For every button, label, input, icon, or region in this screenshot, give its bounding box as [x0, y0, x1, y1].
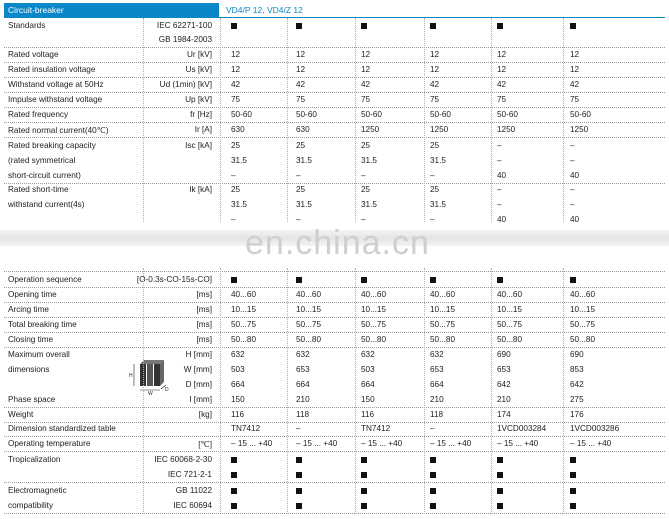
row-unit: fr [Hz]	[190, 110, 212, 119]
row-value: –	[296, 424, 301, 433]
row-value: 42	[361, 80, 371, 89]
tropical-mark	[570, 472, 576, 478]
row-value: 1250	[497, 125, 516, 134]
row-value: 12	[231, 50, 241, 59]
dimensions-label-1: Maximum overall	[8, 350, 70, 359]
row-value: – 15 ... +40	[361, 439, 403, 448]
tropical-mark	[570, 457, 576, 463]
emc-mark	[570, 503, 576, 509]
dimension-value: 664	[296, 380, 310, 389]
row-value: 1VCD003284	[497, 424, 547, 433]
row-value: 50...75	[430, 320, 456, 329]
label-column-divider	[143, 18, 144, 222]
row-value: 50-60	[570, 110, 591, 119]
row-unit: IEC 62271-100	[156, 21, 212, 30]
row-value-mark	[570, 277, 576, 283]
row-unit: [kg]	[198, 410, 212, 419]
row-value: – 15 ... +40	[430, 439, 472, 448]
row-value: 40...60	[296, 290, 322, 299]
row-divider	[4, 62, 665, 63]
row-label: Standards	[8, 21, 46, 30]
row-value: 116	[361, 410, 375, 419]
row-value: 118	[296, 410, 310, 419]
breaking-value: 25	[231, 141, 241, 150]
emc-label-1: Electromagnetic	[8, 486, 67, 495]
dimension-value: 150	[231, 395, 245, 404]
row-divider	[4, 137, 665, 138]
dimension-value: 642	[497, 380, 511, 389]
emc-mark	[497, 503, 503, 509]
row-label: Rated voltage	[8, 50, 59, 59]
row-value-mark	[231, 23, 237, 29]
dimension-value: 210	[497, 395, 511, 404]
row-value: – 15 ... +40	[231, 439, 273, 448]
shorttime-label-2: withstand current(4s)	[8, 200, 85, 209]
column-divider	[287, 268, 288, 514]
breaking-value: –	[570, 156, 575, 165]
row-divider	[4, 183, 665, 184]
breaking-value: 25	[430, 141, 440, 150]
row-label: Opening time	[8, 290, 57, 299]
row-unit: [ms]	[196, 305, 212, 314]
column-divider	[424, 268, 425, 514]
row-divider	[4, 107, 665, 108]
row-value: 75	[231, 95, 241, 104]
row-value: 1250	[430, 125, 449, 134]
row-value: 10...15	[570, 305, 596, 314]
column-divider	[220, 268, 221, 514]
row-value: 50...75	[231, 320, 257, 329]
breaking-value: 31.5	[231, 156, 247, 165]
row-unit: Ir [A]	[194, 125, 212, 134]
row-divider	[4, 47, 665, 48]
row-value: 40...60	[570, 290, 596, 299]
emc-mark	[231, 488, 237, 494]
row-value-mark	[430, 277, 436, 283]
emc-mark	[231, 503, 237, 509]
icon-label-h: H	[129, 373, 133, 379]
row-label: Operation sequence	[8, 275, 82, 284]
header-product-type: Circuit-breaker	[4, 3, 219, 17]
dimension-unit: D [mm]	[185, 380, 212, 389]
row-label: Total breaking time	[8, 320, 77, 329]
emc-unit: GB 11022	[175, 486, 212, 495]
row-value: 50...80	[296, 335, 322, 344]
row-value: 50-60	[430, 110, 451, 119]
row-value: – 15 ... +40	[570, 439, 612, 448]
row-value: 12	[430, 50, 440, 59]
shorttime-value: –	[570, 185, 575, 194]
shorttime-value: 25	[231, 185, 241, 194]
tropical-mark	[430, 472, 436, 478]
dimension-value: 664	[361, 380, 375, 389]
row-unit: GB 1984-2003	[158, 35, 212, 44]
row-divider	[4, 436, 665, 437]
column-divider	[355, 18, 356, 222]
row-value: 40...60	[231, 290, 257, 299]
shorttime-value: –	[430, 215, 435, 224]
row-value: 12	[361, 50, 371, 59]
row-value: 40...60	[361, 290, 387, 299]
dimension-value: 632	[430, 350, 444, 359]
row-value: 50-60	[231, 110, 252, 119]
dimension-value: 150	[361, 395, 375, 404]
tropical-mark	[231, 472, 237, 478]
shorttime-value: 25	[296, 185, 306, 194]
icon-label-w: W	[148, 391, 153, 396]
dimension-value: 275	[570, 395, 584, 404]
row-divider	[4, 513, 665, 514]
row-value: 12	[361, 65, 371, 74]
tropical-unit: IEC 60068-2-30	[154, 455, 212, 464]
row-unit: [℃]	[198, 440, 212, 449]
column-divider	[355, 268, 356, 514]
tropical-label: Tropicalization	[8, 455, 61, 464]
row-unit: [ms]	[196, 335, 212, 344]
breaking-value: 25	[361, 141, 371, 150]
row-divider	[4, 287, 665, 288]
icon-label-d: D	[165, 387, 169, 393]
row-value: 42	[497, 80, 507, 89]
tropical-mark	[361, 472, 367, 478]
row-value: 10...15	[361, 305, 387, 314]
header-divider	[4, 17, 665, 18]
row-value: 50...75	[361, 320, 387, 329]
row-value: 50-60	[296, 110, 317, 119]
shorttime-value: 40	[497, 215, 507, 224]
row-value: 42	[570, 80, 580, 89]
emc-mark	[361, 488, 367, 494]
shorttime-value: 25	[430, 185, 440, 194]
emc-mark	[497, 488, 503, 494]
row-value: 116	[231, 410, 245, 419]
shorttime-value: 31.5	[231, 200, 247, 209]
row-value: 40...60	[497, 290, 523, 299]
emc-mark	[430, 488, 436, 494]
row-divider	[4, 347, 665, 348]
dimension-unit: H [mm]	[185, 350, 212, 359]
column-divider	[424, 18, 425, 222]
breaking-value: 40	[497, 171, 507, 180]
row-value: 12	[497, 65, 507, 74]
dimensions-label-3: Phase space	[8, 395, 56, 404]
row-label: Rated normal current(40℃)	[8, 126, 109, 135]
row-divider	[4, 271, 665, 272]
tropical-mark	[497, 457, 503, 463]
row-label: Rated frequency	[8, 110, 69, 119]
row-label: Withstand voltage at 50Hz	[8, 80, 104, 89]
row-value: 75	[361, 95, 371, 104]
row-value: 1VCD003286	[570, 424, 620, 433]
row-value: 50...80	[497, 335, 523, 344]
row-divider	[4, 451, 665, 452]
row-value-mark	[361, 23, 367, 29]
row-value: 12	[570, 65, 580, 74]
breaking-value: –	[296, 171, 301, 180]
shorttime-value: 31.5	[430, 200, 446, 209]
breaking-value: –	[361, 171, 366, 180]
row-label: Weight	[8, 410, 34, 419]
row-value: 12	[430, 65, 440, 74]
row-value: 12	[570, 50, 580, 59]
row-value: TN7412	[361, 424, 391, 433]
emc-mark	[361, 503, 367, 509]
column-divider	[563, 268, 564, 514]
row-divider	[4, 122, 665, 123]
row-divider	[4, 407, 665, 408]
emc-unit: IEC 60694	[173, 501, 212, 510]
shorttime-value: –	[296, 215, 301, 224]
breaking-value: 40	[570, 171, 580, 180]
row-value: 40...60	[430, 290, 456, 299]
row-value: 42	[231, 80, 241, 89]
row-label: Closing time	[8, 335, 54, 344]
tropical-unit: IEC 721-2-1	[167, 470, 212, 479]
breaking-label-2: (rated symmetrical	[8, 156, 76, 165]
column-divider	[563, 18, 564, 222]
row-value: 630	[231, 125, 245, 134]
row-value: 50...75	[296, 320, 322, 329]
row-label: Dimension standardized table	[8, 424, 116, 433]
row-value: 42	[296, 80, 306, 89]
breaking-value: –	[430, 171, 435, 180]
row-value: 75	[296, 95, 306, 104]
row-value-mark	[497, 23, 503, 29]
shorttime-value: 25	[361, 185, 371, 194]
shorttime-value: –	[497, 200, 502, 209]
label-column-divider	[143, 268, 144, 514]
dimension-value: 503	[361, 365, 375, 374]
row-value: TN7412	[231, 424, 261, 433]
row-unit: [O-0.3s-CO-15s-CO]	[136, 275, 212, 284]
dimension-value: 632	[231, 350, 245, 359]
dimension-value: 632	[361, 350, 375, 359]
row-value: 50...80	[361, 335, 387, 344]
breaker-dimensions-icon	[128, 356, 170, 396]
shorttime-value: –	[231, 215, 236, 224]
row-value: 174	[497, 410, 511, 419]
row-value: 118	[430, 410, 444, 419]
tropical-mark	[361, 457, 367, 463]
row-label: Operating temperature	[8, 439, 91, 448]
row-value: – 15 ... +40	[296, 439, 338, 448]
tropical-mark	[430, 457, 436, 463]
dimension-unit: W [mm]	[183, 365, 212, 374]
row-unit: [ms]	[196, 320, 212, 329]
breaking-value: 25	[296, 141, 306, 150]
row-divider	[4, 317, 665, 318]
row-unit: Up [kV]	[185, 95, 212, 104]
row-label: Arcing time	[8, 305, 49, 314]
row-unit: Ur [kV]	[186, 50, 212, 59]
row-divider	[4, 77, 665, 78]
row-divider	[4, 332, 665, 333]
row-value: 176	[570, 410, 584, 419]
breaking-value: 31.5	[361, 156, 377, 165]
row-value-mark	[361, 277, 367, 283]
row-value: 50...80	[430, 335, 456, 344]
row-value: 10...15	[296, 305, 322, 314]
dimension-value: 690	[570, 350, 584, 359]
dimension-value: 690	[497, 350, 511, 359]
breaking-value: 31.5	[296, 156, 312, 165]
dimension-value: 632	[296, 350, 310, 359]
row-value: 630	[296, 125, 310, 134]
row-value: 75	[570, 95, 580, 104]
tropical-mark	[497, 472, 503, 478]
breaking-unit: Isc [kA]	[185, 141, 212, 150]
tropical-mark	[296, 472, 302, 478]
column-divider	[491, 18, 492, 222]
row-value: 12	[231, 65, 241, 74]
shorttime-value: 31.5	[296, 200, 312, 209]
column-divider	[220, 18, 221, 222]
row-value: –	[430, 424, 435, 433]
row-value: – 15 ... +40	[497, 439, 539, 448]
breaking-value: –	[570, 141, 575, 150]
row-label: Impulse withstand voltage	[8, 95, 103, 104]
row-value: 10...15	[497, 305, 523, 314]
watermark: en.china.cn	[245, 224, 430, 262]
breaking-value: –	[497, 156, 502, 165]
tropical-mark	[231, 457, 237, 463]
dimension-unit: I [mm]	[189, 395, 212, 404]
row-value: 12	[296, 65, 306, 74]
row-value: 10...15	[430, 305, 456, 314]
dimension-value: 853	[570, 365, 584, 374]
column-divider	[491, 268, 492, 514]
row-value-mark	[570, 23, 576, 29]
row-divider	[4, 302, 665, 303]
row-value-mark	[497, 277, 503, 283]
row-value: 10...15	[231, 305, 257, 314]
row-value: 1250	[570, 125, 589, 134]
shorttime-value: –	[570, 200, 575, 209]
row-divider	[4, 482, 665, 483]
row-value-mark	[231, 277, 237, 283]
row-unit: Us [kV]	[185, 65, 212, 74]
dimension-value: 653	[497, 365, 511, 374]
row-unit: Ud (1min) [kV]	[159, 80, 212, 89]
shorttime-label-1: Rated short-time	[8, 185, 69, 194]
column-divider	[287, 18, 288, 222]
breaking-value: –	[231, 171, 236, 180]
shorttime-unit: Ik [kA]	[189, 185, 212, 194]
breaking-label-1: Rated breaking capacity	[8, 141, 96, 150]
row-value: 50-60	[361, 110, 382, 119]
row-value: 75	[430, 95, 440, 104]
dimension-value: 653	[296, 365, 310, 374]
dimension-value: 653	[430, 365, 444, 374]
row-value: 50...80	[231, 335, 257, 344]
row-divider	[4, 92, 665, 93]
row-value: 12	[296, 50, 306, 59]
dimension-value: 503	[231, 365, 245, 374]
row-value: 75	[497, 95, 507, 104]
emc-mark	[296, 488, 302, 494]
row-divider	[4, 422, 665, 423]
row-value-mark	[296, 23, 302, 29]
row-value: 12	[497, 50, 507, 59]
shorttime-value: 31.5	[361, 200, 377, 209]
tropical-mark	[296, 457, 302, 463]
breaking-label-3: short-circuit current)	[8, 171, 81, 180]
dimension-value: 642	[570, 380, 584, 389]
emc-mark	[570, 488, 576, 494]
emc-mark	[430, 503, 436, 509]
row-value: 50...80	[570, 335, 596, 344]
shorttime-value: –	[361, 215, 366, 224]
breaking-value: –	[497, 141, 502, 150]
emc-mark	[296, 503, 302, 509]
dimension-value: 210	[430, 395, 444, 404]
header-model-names: VD4/P 12, VD4/Z 12	[226, 5, 303, 15]
breaking-value: 31.5	[430, 156, 446, 165]
row-value: 1250	[361, 125, 380, 134]
dimension-value: 664	[231, 380, 245, 389]
row-value: 50-60	[497, 110, 518, 119]
row-value: 50...75	[497, 320, 523, 329]
emc-label-2: compatibility	[8, 501, 54, 510]
row-value-mark	[296, 277, 302, 283]
dimensions-label-2: dimensions	[8, 365, 50, 374]
row-value: 50...75	[570, 320, 596, 329]
row-label: Rated insulation voltage	[8, 65, 96, 74]
row-value-mark	[430, 23, 436, 29]
row-value: 42	[430, 80, 440, 89]
row-unit: [ms]	[196, 290, 212, 299]
dimension-value: 664	[430, 380, 444, 389]
dimension-value: 210	[296, 395, 310, 404]
shorttime-value: 40	[570, 215, 580, 224]
shorttime-value: –	[497, 185, 502, 194]
